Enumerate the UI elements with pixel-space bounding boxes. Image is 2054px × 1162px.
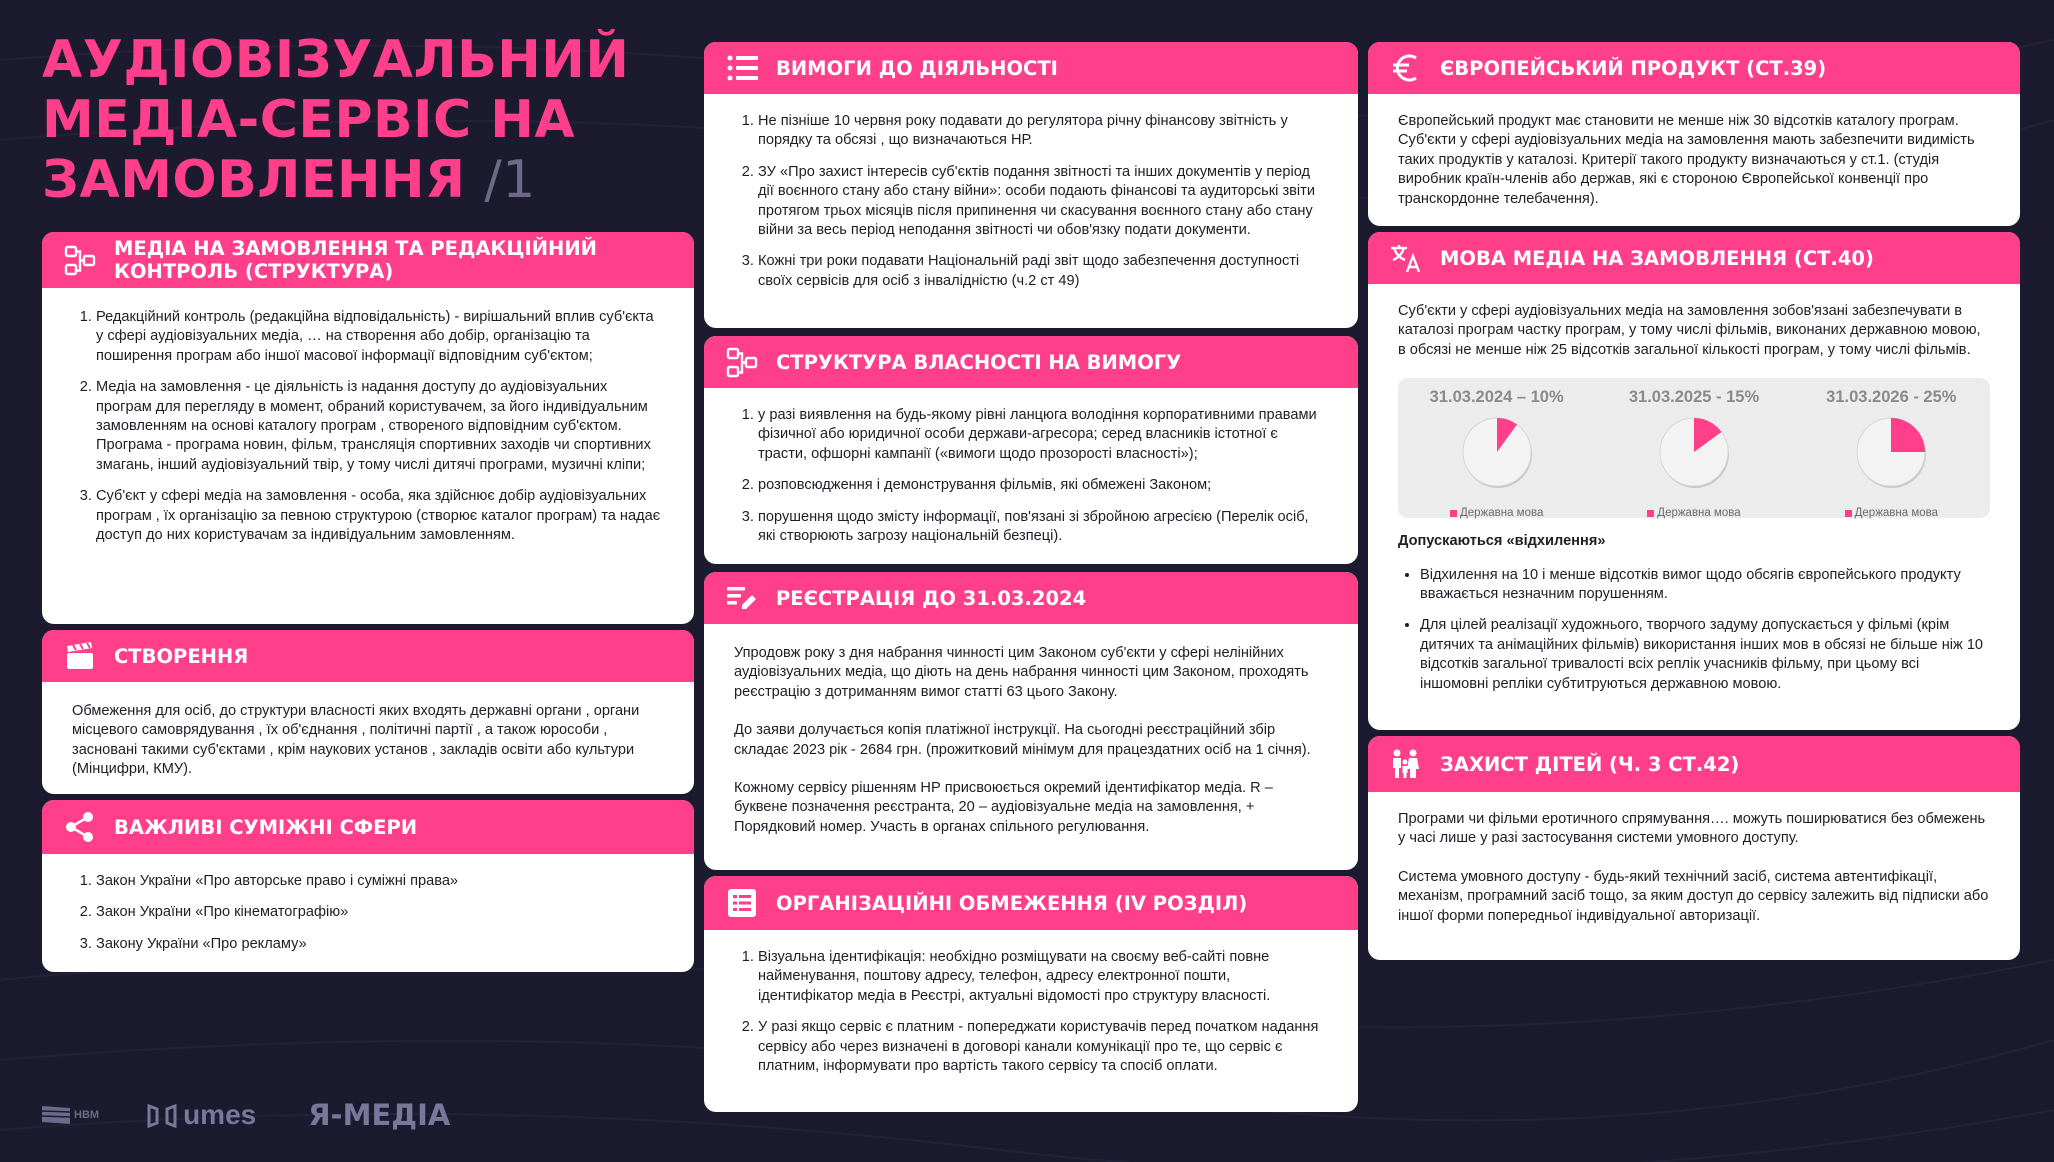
- list-icon: [722, 50, 762, 86]
- structure-icon: [60, 242, 100, 278]
- legend-label: Державна мова: [1854, 507, 1939, 520]
- pie-panel: [1398, 378, 1990, 518]
- children-title: ЗАХИСТ ДІТЕЙ (Ч. 3 СТ.42): [1440, 752, 1740, 776]
- list-item: 3. Кожні три роки подавати Національній раді звіт щодо забезпечення доступності своїх сервісів для осіб з інвалідністю (ч.2 ст 49): [758, 252, 1328, 291]
- language-card: [1368, 232, 2020, 730]
- legend-label: Державна мова: [1657, 507, 1741, 520]
- ownership-list: [734, 406, 1328, 546]
- pie-slice-state-language: [1891, 418, 1925, 452]
- clapperboard-icon: [60, 638, 100, 674]
- org-limits-body: [704, 930, 1358, 1090]
- creation-header: [42, 630, 694, 682]
- nvm-logo-text: НВМ: [74, 1109, 100, 1121]
- title-line-2: МЕДІА-СЕРВІС НА: [42, 90, 576, 150]
- umes-mark-icon: [147, 1102, 177, 1128]
- list-item: 2. ЗУ «Про захист інтересів суб'єктів подання звітності та інших документів у період дії воєнного стану або стану війни»: особи подають фінансові та аудиторські звіти протягом трьох місяців після припинення чи скасування воєнного стану або стану війни за весь період неподання звітності чи обов'язку подати документи.: [758, 163, 1328, 241]
- pie-graphic: [1656, 416, 1732, 492]
- media-control-card: [42, 232, 694, 624]
- children-card: [1368, 736, 2020, 960]
- document-list-icon: [722, 885, 762, 921]
- list-item: 1. Не пізніше 10 червня року подавати до регулятора річну фінансову звітність у порядку та обсязі , що визначаються НР.: [758, 112, 1328, 151]
- related-title: ВАЖЛИВІ СУМІЖНІ СФЕРИ: [114, 815, 418, 839]
- list-item: 3. Суб'єкт у сфері медіа на замовлення - особа, яка здійснює добір аудіовізуальних програм , їх організацію за певною структурою (створює каталог програм) та надає доступ до них користувачам за індивідуальним замовленням.: [96, 487, 664, 545]
- pie-date: 31.03.2024 – 10%: [1429, 388, 1564, 407]
- european-text: Європейський продукт має становити не менше ніж 30 відсотків каталогу програм. Суб'єкти у сфері аудіовізуальних медіа на замовлення мають забезпечити видимість таких продуктів у каталозі. Критерії такого продукту визначаються у ст.1. (студія виробник країн-членів або держав, які є стороною Європейської конвенції про транскордонне телебачення).: [1398, 113, 1975, 207]
- creation-body: [42, 682, 694, 794]
- registration-card: [704, 572, 1358, 870]
- list-item: 3. Закону України «Про рекламу»: [96, 935, 664, 954]
- pie-legend: [1796, 504, 1986, 523]
- legend-swatch: [1450, 510, 1457, 517]
- media-control-title: МЕДІА НА ЗАМОВЛЕННЯ ТА РЕДАКЦІЙНИЙ КОНТРОЛЬ (СТРУКТУРА): [114, 237, 597, 283]
- pie-legend: [1402, 504, 1592, 523]
- requirements-body: [704, 94, 1358, 305]
- registration-body: [704, 624, 1358, 851]
- language-header: [1368, 232, 2020, 284]
- footer-logos: [42, 1098, 450, 1132]
- european-title: ЄВРОПЕЙСЬКИЙ ПРОДУКТ (СТ.39): [1440, 56, 1827, 80]
- legend-swatch: [1647, 510, 1654, 517]
- ownership-header: [704, 336, 1358, 388]
- list-item: 2. У разі якщо сервіс є платним - попереджати користувачів перед початком надання сервісу або через визначені в договорі канали комунікації про те, що сервіс є платним, інформувати про вартість такого сервісу та спосіб оплати.: [758, 1018, 1328, 1076]
- european-header: [1368, 42, 2020, 94]
- list-item: 2. Закон України «Про кінематографію»: [96, 903, 664, 922]
- related-list: [72, 872, 664, 954]
- org-limits-title: ОРГАНІЗАЦІЙНІ ОБМЕЖЕННЯ (IV РОЗДІЛ): [776, 891, 1248, 915]
- registration-header: [704, 572, 1358, 624]
- title-line-1: АУДІОВІЗУАЛЬНИЙ: [42, 30, 630, 90]
- title-line-3: [42, 150, 682, 210]
- nvm-flag-icon: [42, 1104, 70, 1126]
- structure-icon: [722, 344, 762, 380]
- title-line-3-text: ЗАМОВЛЕННЯ: [42, 150, 466, 210]
- deviations-title: Допускаються «відхилення»: [1398, 533, 1606, 550]
- registration-title: РЕЄСТРАЦІЯ ДО 31.03.2024: [776, 586, 1087, 610]
- list-item: 1. Візуальна ідентифікація: необхідно розміщувати на своєму веб-сайті повне найменування, поштову адресу, телефон, адресу електронної пошти, ідентифікатор медіа в Реєстрі, актуальні відомості про структуру власності.: [758, 948, 1328, 1006]
- registration-paragraph: Кожному сервісу рішенням НР присвоюється окремий ідентифікатор медіа. R – буквене позначення реєстранта, 20 – аудіовізуальне медіа на замовлення, + Порядковий номер. Участь в органах спільного регулювання.: [734, 780, 1273, 835]
- list-item: 2. розповсюдження і демонстрування фільмів, які обмежені Законом;: [758, 476, 1328, 495]
- registration-paragraph: Упродовж року з дня набрання чинності цим Законом суб'єкти у сфері нелінійних аудіовізуальних медіа, що діють на день набрання чинності цим Законом, проходять реєстрацію з дотриманням вимог статті 63 цього Закону.: [734, 645, 1309, 700]
- list-item: 1. Закон України «Про авторське право і суміжні права»: [96, 872, 664, 891]
- children-paragraph: Програми чи фільми еротичного спрямування…. можуть поширюватися без обмежень у часі лише у разі застосування системи умовного доступу.: [1398, 811, 1986, 847]
- related-header: [42, 800, 694, 854]
- ya-media-logo: Я-МЕДІА: [308, 1098, 451, 1132]
- pie-graphic: [1853, 416, 1929, 492]
- list-item: • Для цілей реалізації художнього, творчого задуму допускається у фільмі (крім дитячих та анімаційних фільмів) використання інших мов в обсязі не більше ніж 10 відсотків загальної тривалості всіх реплік учасників фільму, при цьому всі іншомовні репліки субтитруються державною мовою.: [1420, 616, 1990, 694]
- media-control-header: [42, 232, 694, 288]
- european-body: [1368, 94, 2020, 223]
- list-item: 2. Медіа на замовлення - це діяльність із надання доступу до аудіовізуальних програм для перегляду в момент, обраний користувачем, за його індивідуальним замовленням на основі каталогу програм , створеного відповідним суб'єктом. Програма - програма новин, фільм, трансляція спортивних заходів чи спортивних змагань, інший аудіовізуальний твір, у тому числі дитячі програми, музичні кліпи;: [96, 378, 664, 475]
- children-header: [1368, 736, 2020, 792]
- legend-label: Державна мова: [1459, 507, 1544, 520]
- org-limits-header: [704, 876, 1358, 930]
- creation-card: [42, 630, 694, 794]
- pie-chart-2026: [1796, 388, 1986, 523]
- european-card: [1368, 42, 2020, 226]
- pie-chart-2024: [1402, 388, 1592, 523]
- euro-icon: [1386, 50, 1426, 86]
- pie-date: 31.03.2025 - 15%: [1628, 388, 1760, 407]
- nvm-logo: [42, 1104, 99, 1126]
- children-body: [1368, 792, 2020, 940]
- ownership-title: СТРУКТУРА ВЛАСНОСТІ НА ВИМОГУ: [776, 350, 1182, 374]
- org-limits-list: [734, 948, 1328, 1076]
- requirements-title: ВИМОГИ ДО ДІЯЛЬНОСТІ: [776, 56, 1058, 80]
- requirements-card: [704, 42, 1358, 328]
- list-item: 3. порушення щодо змісту інформації, пов'язані зі збройною агресією (Перелік осіб, які створюють загрозу національній безпеці).: [758, 508, 1328, 547]
- share-icon: [60, 809, 100, 845]
- creation-title: СТВОРЕННЯ: [114, 644, 249, 668]
- ownership-body: [704, 388, 1358, 560]
- org-limits-card: [704, 876, 1358, 1112]
- legend-swatch: [1845, 510, 1852, 517]
- pie-graphic: [1459, 416, 1535, 492]
- requirements-header: [704, 42, 1358, 94]
- umes-logo-text: umes: [183, 1099, 257, 1130]
- family-icon: [1386, 746, 1426, 782]
- edit-list-icon: [722, 580, 762, 616]
- pie-legend: [1599, 504, 1789, 523]
- children-paragraph: Система умовного доступу - будь-який технічний засіб, система автентифікації, механізм, програмний засіб тощо, за яким доступ до сервісу залежить від підписки або іншої форми попередньої індивідуальної авторизації.: [1398, 868, 1989, 924]
- deviations-list: [1398, 566, 1990, 694]
- translate-icon: [1386, 240, 1426, 276]
- page-number: /1: [484, 150, 536, 210]
- media-control-list: [72, 308, 664, 545]
- pie-date: 31.03.2026 - 25%: [1826, 388, 1957, 407]
- language-text: Суб'єкти у сфері аудіовізуальних медіа на замовлення зобов'язані забезпечувати в каталозі програм частку програм, у тому числі фільмів, виконаних державною мовою, в обсязі не менше ніж 25 відсотків загальної кількості програм, у тому числі фільмів.: [1398, 303, 1981, 358]
- ownership-card: [704, 336, 1358, 564]
- language-title: МОВА МЕДІА НА ЗАМОВЛЕННЯ (СТ.40): [1440, 246, 1874, 270]
- list-item: • Відхилення на 10 і менше відсотків вимог щодо обсягів європейського продукту вважається незначним порушенням.: [1420, 566, 1990, 605]
- list-item: 1. у разі виявлення на будь-якому рівні ланцюга володіння корпоративними правами фізичної або юридичної особи держави-агресора; серед власників істотної є трасти, офшорні кампанії («вимоги щодо прозорості власності»);: [758, 406, 1328, 464]
- pie-chart-2025: [1599, 388, 1789, 523]
- media-control-body: [42, 288, 694, 559]
- registration-paragraph: До заяви долучається копія платіжної інструкції. На сьогодні реєстраційний збір складає 2023 рік - 2684 грн. (прожитковий мінімум для працездатних осіб на 1 січня).: [734, 722, 1311, 758]
- creation-text: Обмеження для осіб, до структури власності яких входять державні органи , органи місцевого самоврядування , їх об'єднання , політичні партії , а також юрособи , засновані такими суб'єктами , крім наукових установ , закладів освіти або культури (Мінцифри, КМУ).: [72, 703, 640, 778]
- requirements-list: [734, 112, 1328, 291]
- umes-logo: [147, 1099, 256, 1131]
- page-title: [42, 30, 682, 210]
- related-card: [42, 800, 694, 972]
- language-body: [1368, 284, 2020, 720]
- related-body: [42, 854, 694, 968]
- list-item: 1. Редакційний контроль (редакційна відповідальність) - вирішальний вплив суб'єкта у сфері аудіовізуальних медіа, … на створення або добір, організацію та поширення програм або іншої масової інформації відповідним суб'єктом;: [96, 308, 664, 366]
